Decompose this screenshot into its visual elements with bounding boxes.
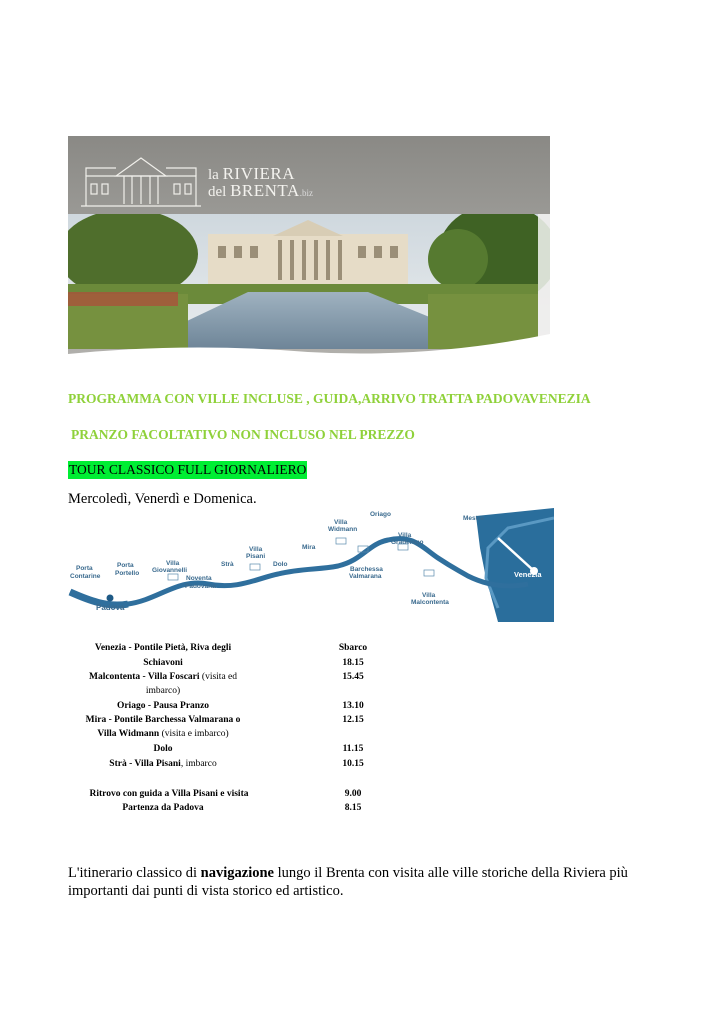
description-bold: navigazione bbox=[200, 865, 274, 881]
map-label-mestre: Mestre bbox=[463, 515, 484, 522]
route-map bbox=[68, 508, 554, 622]
location-name: Strà - Villa Pisani bbox=[109, 759, 181, 769]
map-label-villa-malcontenta-2: Malcontenta bbox=[411, 599, 449, 606]
padova-dot-icon bbox=[107, 595, 114, 602]
map-label-oriago: Oriago bbox=[370, 511, 391, 518]
brand-logo-text bbox=[208, 166, 313, 201]
tour-label: TOUR CLASSICO FULL GIORNALIERO bbox=[69, 462, 307, 477]
map-label-villa-gradenigo-1: Villa bbox=[398, 532, 412, 539]
schedule-row-time: 12.15 bbox=[342, 715, 364, 725]
map-label-porta-portello-1: Porta bbox=[117, 562, 134, 569]
schedule-row-location: Ritrovo con guida a Villa Pisani e visita bbox=[89, 789, 249, 799]
schedule-row-time: 9.00 bbox=[344, 789, 362, 799]
schedule-row-location bbox=[68, 758, 258, 771]
schedule-row-location: Partenza da Padova bbox=[122, 803, 204, 813]
schedule-row-time: 11.15 bbox=[342, 744, 364, 754]
header-banner bbox=[68, 136, 550, 373]
schedule-header-location: Venezia - Pontile Pietà, Riva degli bbox=[94, 643, 232, 653]
location-name: Villa Widmann bbox=[97, 729, 160, 739]
map-label-noventa-1: Noventa bbox=[186, 575, 212, 582]
map-label-porta-portello-2: Portello bbox=[115, 570, 140, 577]
schedule-row-location: Schiavoni bbox=[143, 658, 183, 668]
schedule-row-location: Dolo bbox=[153, 744, 173, 754]
schedule-row-time: 10.15 bbox=[342, 759, 364, 769]
schedule-row-time: 8.15 bbox=[344, 803, 362, 813]
map-label-villa-pisani-1: Villa bbox=[249, 546, 263, 553]
location-note: , imbarco bbox=[180, 759, 217, 769]
map-label-dolo: Dolo bbox=[273, 561, 288, 568]
logo-del: del bbox=[208, 184, 231, 200]
schedule-row-time: 18.15 bbox=[342, 658, 364, 668]
schedule-row-location bbox=[68, 728, 258, 741]
program-heading: PROGRAMMA CON VILLE INCLUSE , GUIDA,ARRIVO TRATTA PADOVAVENEZIA bbox=[68, 391, 591, 406]
map-label-porta-contarine-1: Porta bbox=[76, 565, 93, 572]
map-label-noventa-2: Padovana bbox=[185, 583, 216, 590]
location-note: imbarco) bbox=[145, 686, 181, 696]
villa-giovannelli-icon bbox=[168, 574, 178, 580]
map-label-villa-malcontenta-1: Villa bbox=[422, 592, 436, 599]
map-label-mira: Mira bbox=[302, 544, 316, 551]
map-label-venezia: Venezia bbox=[514, 570, 542, 579]
map-label-padova: Padova bbox=[96, 603, 125, 612]
map-label-villa-gradenigo-2: Gradenigo bbox=[391, 539, 424, 546]
map-label-villa-giovannelli-2: Giovannelli bbox=[152, 567, 188, 574]
description-text-2: lungo il Brenta con visita alle ville storiche della Riviera più importanti dai punti di vista storico ed artistico. bbox=[68, 865, 628, 899]
location-note: (visita e imbarco) bbox=[159, 729, 229, 739]
map-label-villa-widmann-1: Villa bbox=[334, 519, 348, 526]
location-note: (visita ed bbox=[199, 672, 238, 682]
lunch-heading: PRANZO FACOLTATIVO NON INCLUSO NEL PREZZO bbox=[71, 427, 415, 442]
map-label-barchessa-2: Valmarana bbox=[349, 573, 382, 580]
tour-days: Mercoledì, Venerdì e Domenica. bbox=[68, 491, 257, 507]
schedule-row-location: Oriago - Pausa Pranzo bbox=[116, 701, 210, 711]
map-label-barchessa-1: Barchessa bbox=[350, 566, 383, 573]
logo-la: la bbox=[208, 167, 223, 183]
schedule-row-time: 13.10 bbox=[342, 701, 364, 711]
villa-malcontenta-icon bbox=[424, 570, 434, 576]
villa-pisani-icon bbox=[250, 564, 260, 570]
schedule-row-time: 15.45 bbox=[342, 672, 364, 682]
villa-pisani-photo bbox=[68, 214, 550, 373]
itinerary-description bbox=[68, 864, 668, 900]
logo-brenta: BRENTA bbox=[230, 181, 300, 200]
villa-widmann-icon bbox=[336, 538, 346, 544]
schedule-row-location: Mira - Pontile Barchessa Valmarana o bbox=[85, 715, 241, 725]
description-text-1: L'itinerario classico di bbox=[68, 865, 201, 881]
schedule-header-time: Sbarco bbox=[338, 643, 368, 653]
logo-tld: .biz bbox=[299, 188, 313, 198]
schedule-row-location bbox=[68, 671, 258, 684]
villa-logo-icon bbox=[76, 146, 206, 216]
map-label-villa-giovannelli-1: Villa bbox=[166, 560, 180, 567]
map-label-villa-pisani-2: Pisani bbox=[246, 553, 266, 560]
map-label-porta-contarine-2: Contarine bbox=[70, 573, 101, 580]
location-name: Malcontenta - Villa Foscari bbox=[88, 672, 200, 682]
logo-riviera: RIVIERA bbox=[222, 164, 296, 183]
map-label-villa-widmann-2: Widmann bbox=[328, 526, 358, 533]
map-label-stra: Strà bbox=[221, 561, 234, 568]
